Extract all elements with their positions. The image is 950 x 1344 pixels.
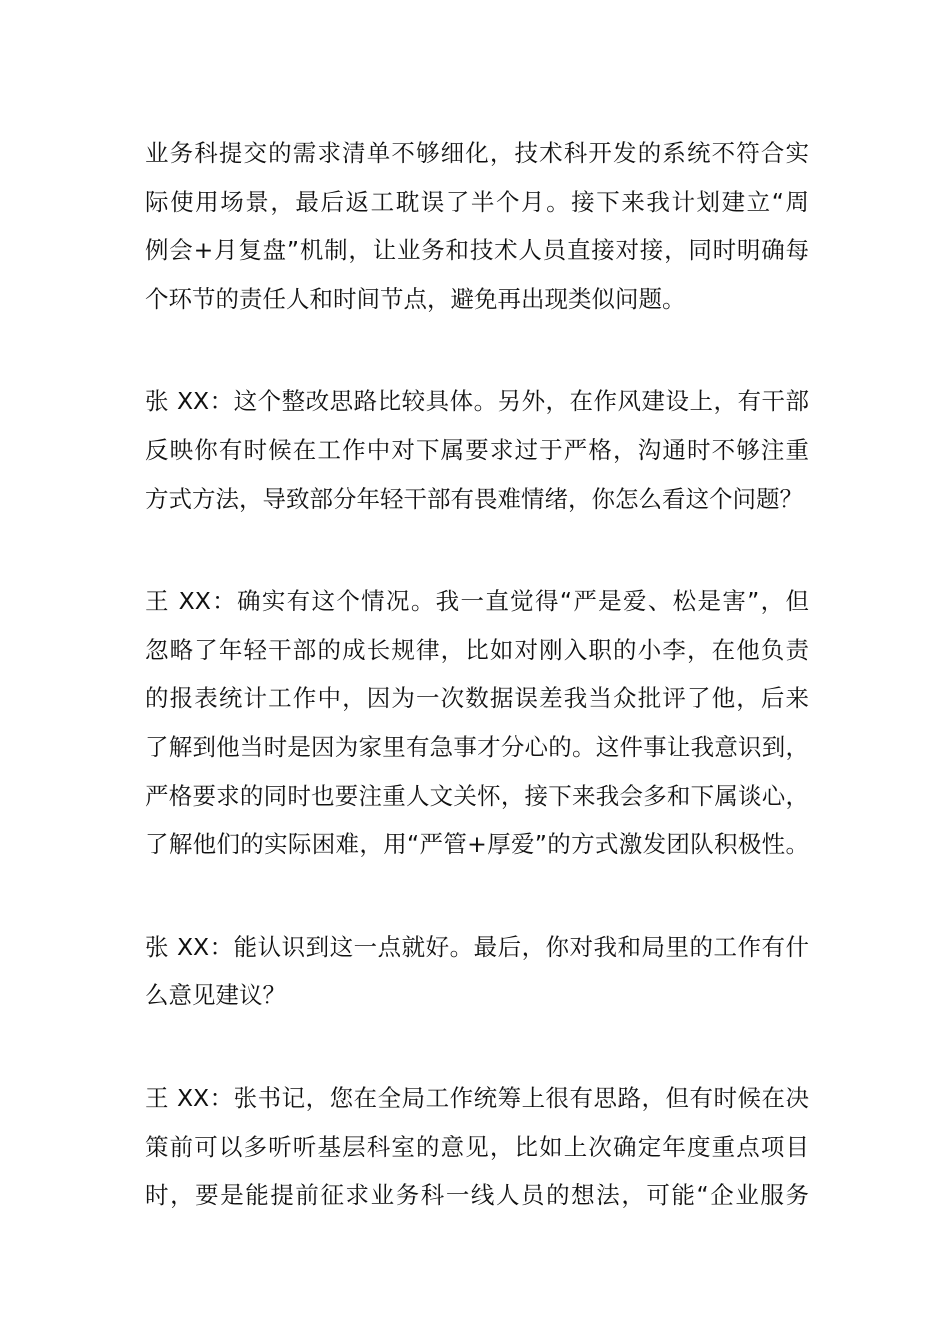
text-line: 时，要是能提前征求业务科一线人员的想法，可能“企业服务 (145, 1181, 809, 1210)
text-line: 忽略了年轻干部的成长规律，比如对刚入职的小李，在他负责 (145, 635, 809, 664)
text-line: 个环节的责任人和时间节点，避免再出现类似问题。 (145, 284, 686, 313)
text-line: 例会+月复盘”机制，让业务和技术人员直接对接，同时明确每 (145, 236, 809, 265)
text-line: 张 XX：这个整改思路比较具体。另外，在作风建设上，有干部 (145, 387, 809, 416)
dialogue-paragraph (145, 129, 809, 323)
text-line: 王 XX：确实有这个情况。我一直觉得“严是爱、松是害”，但 (145, 587, 809, 616)
document-page (145, 129, 809, 1274)
dialogue-paragraph (145, 1074, 809, 1220)
dialogue-paragraph (145, 577, 809, 869)
dialogue-paragraph (145, 923, 809, 1020)
text-line: 的报表统计工作中，因为一次数据误差我当众批评了他，后来 (145, 684, 809, 713)
text-line: 业务科提交的需求清单不够细化，技术科开发的系统不符合实 (145, 139, 809, 167)
text-line: 反映你有时候在工作中对下属要求过于严格，沟通时不够注重 (145, 435, 809, 464)
text-line: 张 XX：能认识到这一点就好。最后，你对我和局里的工作有什 (145, 932, 809, 961)
text-line: 方式方法，导致部分年轻干部有畏难情绪，你怎么看这个问题？ (145, 484, 803, 513)
dialogue-paragraph (145, 377, 809, 523)
text-line: 了解他们的实际困难，用“严管+厚爱”的方式激发团队积极性。 (145, 830, 809, 859)
text-line: 了解到他当时是因为家里有急事才分心的。这件事让我意识到， (145, 732, 809, 761)
text-line: 际使用场景，最后返工耽误了半个月。接下来我计划建立“周 (145, 187, 809, 216)
text-line: 严格要求的同时也要注重人文关怀，接下来我会多和下属谈心， (145, 781, 809, 810)
text-line: 策前可以多听听基层科室的意见，比如上次确定年度重点项目 (145, 1132, 809, 1161)
text-line: 王 XX：张书记，您在全局工作统筹上很有思路，但有时候在决 (145, 1083, 809, 1112)
text-line: 么意见建议？ (145, 981, 286, 1010)
